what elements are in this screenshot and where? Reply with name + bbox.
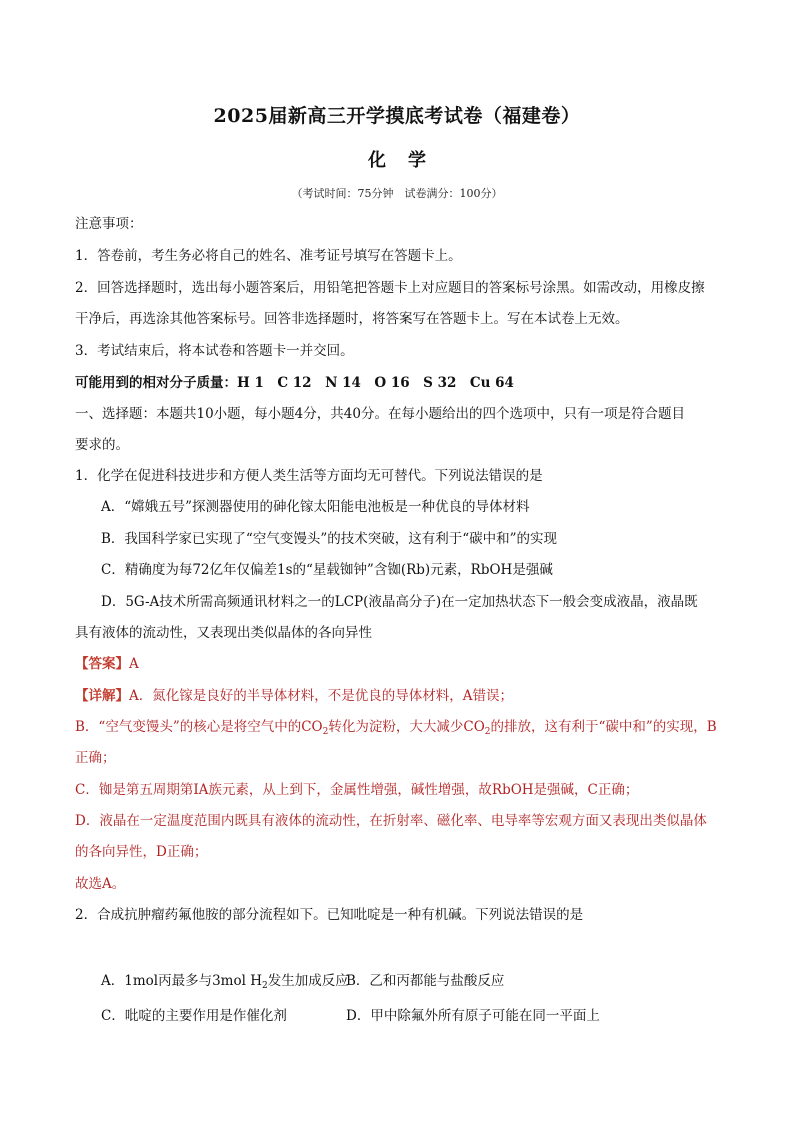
note-item-2-line-2: 干净后，再选涂其他答案标号。回答非选择题时，将答案写在答题卡上。写在本试卷上无效。 [75, 311, 629, 327]
question-2-option-a [101, 971, 349, 991]
exam-title: 2025届新高三开学摸底考试卷（福建卷） [213, 105, 581, 127]
section-1-line-1: 一、选择题：本题共10小题，每小题4分，共40分。在每小题给出的四个选项中，只有一项是符合题目 [75, 406, 685, 422]
question-1-option-c: C．精确度为每72亿年仅偏差1s的“星载铷钟”含铷(Rb)元素，RbOH是强碱 [101, 562, 553, 578]
answer-label: 【答案】 [75, 656, 129, 672]
subject-title: 化学 [368, 150, 448, 171]
detail-c-line: C．铷是第五周期第IA族元素，从上到下，金属性增强，碱性增强，故RbOH是强碱，C正确； [75, 782, 639, 798]
question-1-option-d-line-2: 具有液体的流动性，又表现出类似晶体的各向异性 [75, 625, 372, 641]
detail-b-line-1 [75, 717, 735, 737]
question-1-option-b: B．我国科学家已实现了“空气变馒头”的技术突破，这有利于“碳中和”的实现 [101, 531, 558, 547]
subscript: 2 [484, 727, 491, 737]
detail-b-part-1: B．“空气变馒头”的核心是将空气中的CO [75, 719, 323, 735]
detail-b-part-3: 的排放，这有利于“碳中和”的实现，B [490, 719, 717, 735]
section-1-line-2: 要求的。 [75, 437, 129, 453]
subscript: 2 [262, 981, 268, 991]
detail-d-line-2: 的各向异性，D正确； [75, 844, 208, 860]
detail-b-part-2: 转化为淀粉，大大减少CO [328, 719, 485, 735]
question-2-option-d: D．甲中除氟外所有原子可能在同一平面上 [346, 1008, 600, 1024]
detail-d-line-1: D．液晶在一定温度范围内既具有液体的流动性，在折射率、磁化率、电导率等宏观方面又表现出类似晶体 [75, 813, 707, 829]
note-item-2-line-1: 2．回答选择题时，选出每小题答案后，用铅笔把答题卡上对应题目的答案标号涂黑。如需改动，用橡皮擦 [75, 280, 705, 296]
note-item-3: 3．考试结束后，将本试卷和答题卡一并交回。 [75, 343, 354, 359]
question-2-option-b: B．乙和丙都能与盐酸反应 [346, 973, 505, 989]
detail-a-line [75, 686, 735, 706]
answer-value: A [129, 656, 139, 672]
subscript: 2 [322, 727, 329, 737]
question-1-stem: 1．化学在促进科技进步和方便人类生活等方面均无可替代。下列说法错误的是 [75, 468, 543, 484]
detail-a-text: A．氮化镓是良好的半导体材料，不是优良的导体材料，A错误； [129, 688, 513, 704]
question-1-option-a: A．“嫦娥五号”探测器使用的砷化镓太阳能电池板是一种优良的导体材料 [101, 499, 530, 515]
conclusion-line: 故选A。 [75, 876, 126, 892]
exam-time-info: （考试时间：75分钟 试卷满分：100分） [291, 187, 503, 200]
option-a-part-1: A．1mol丙最多与3mol H [101, 973, 262, 989]
notes-heading: 注意事项： [75, 216, 143, 232]
atomic-masses: 可能用到的相对分子质量：H 1 C 12 N 14 O 16 S 32 Cu 64 [75, 375, 514, 391]
question-2-option-c: C．吡啶的主要作用是作催化剂 [101, 1008, 287, 1024]
note-item-1: 1．答卷前，考生务必将自己的姓名、准考证号填写在答题卡上。 [75, 248, 462, 264]
answer-line [75, 654, 735, 674]
detail-label: 【详解】 [75, 688, 129, 704]
question-2-stem: 2．合成抗肿瘤药氟他胺的部分流程如下。已知吡啶是一种有机碱。下列说法错误的是 [75, 907, 584, 923]
option-a-part-2: 发生加成反应 [267, 973, 349, 989]
detail-b-line-2: 正确； [75, 750, 116, 766]
question-1-option-d-line-1: D．5G-A技术所需高频通讯材料之一的LCP(液晶高分子)在一定加热状态下一般会变成液晶，液晶既 [101, 594, 698, 610]
